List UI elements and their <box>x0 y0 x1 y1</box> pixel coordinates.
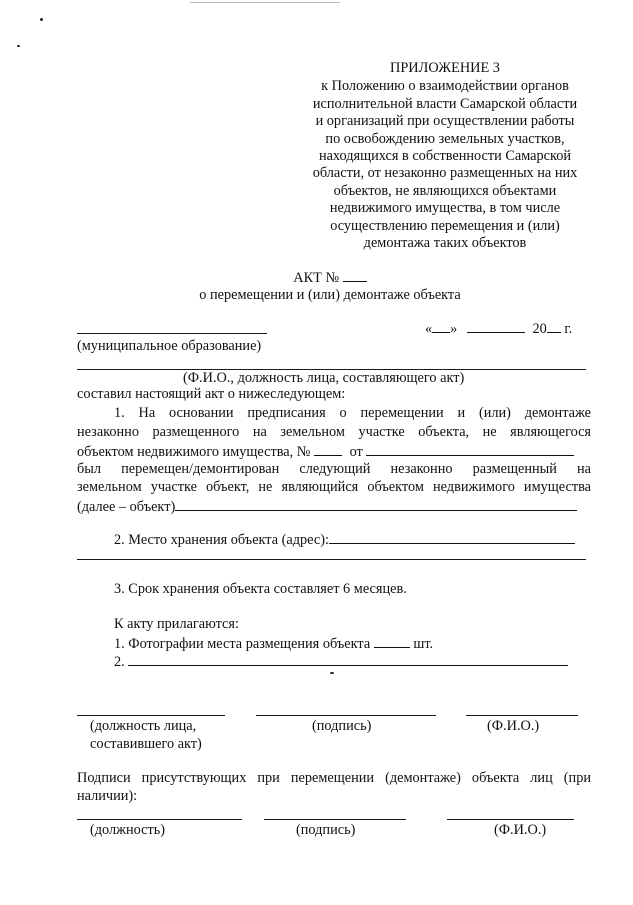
appendix-line: и организаций при осуществлении работы <box>315 113 575 130</box>
item2-label: 2. Место хранения объекта (адрес): <box>114 532 329 548</box>
witness-signature-field[interactable] <box>264 819 406 820</box>
scan-dot <box>40 18 43 21</box>
item1-object-label: (далее – объект) <box>77 499 176 515</box>
item1-line1: 1. На основании предписания о перемещении и (или) демонтаже <box>114 405 591 421</box>
witness-position-field[interactable] <box>77 819 242 820</box>
appendix-block <box>300 60 590 252</box>
act-title-text: АКТ № <box>293 270 340 286</box>
position-sign-field[interactable] <box>77 715 225 716</box>
act-title <box>80 268 580 287</box>
item1-from-label: от <box>349 444 363 460</box>
scan-dot <box>330 672 334 674</box>
witness-signature-caption: (подпись) <box>296 822 356 838</box>
year-prefix: 20 <box>532 321 547 337</box>
witness-fio-caption: (Ф.И.О.) <box>494 822 547 838</box>
date-day-field[interactable] <box>432 319 450 333</box>
attachment-item1 <box>114 634 433 653</box>
year-suffix: г. <box>564 321 573 337</box>
attachment-pcs-label: шт. <box>413 636 434 652</box>
witness-position-caption: (должность) <box>90 822 166 838</box>
order-number-field[interactable] <box>314 442 342 456</box>
date-quote-open: « <box>425 321 433 337</box>
appendix-line: исполнительной власти Самарской области <box>312 95 578 112</box>
appendix-line: к Положению о взаимодействии органов <box>321 78 569 95</box>
item1-line3 <box>77 442 574 461</box>
witnesses-line1: Подписи присутствующих при перемещении (демонтаже) объекта лиц (при <box>77 770 591 786</box>
appendix-line: недвижимого имущества, в том числе <box>329 200 561 217</box>
attachment-item2-label: 2. <box>114 654 125 670</box>
position-caption-2: составившего акт) <box>90 736 202 752</box>
appendix-line: демонтажа таких объектов <box>363 235 527 252</box>
attachment-item2 <box>114 652 568 671</box>
date-month-field[interactable] <box>467 319 525 333</box>
fio-caption: (Ф.И.О.) <box>487 718 540 734</box>
compiler-caption: (Ф.И.О., должность лица, составляющего акт) <box>183 370 465 386</box>
appendix-line: находящихся в собственности Самарской <box>318 148 572 165</box>
item1-line2: незаконно размещенного на земельном участке объекта, не являющегося <box>77 424 591 440</box>
municipality-field[interactable] <box>77 333 267 334</box>
attachment-item2-field[interactable] <box>128 652 568 666</box>
date-line <box>425 319 572 338</box>
item1-line6 <box>77 497 577 516</box>
item3-text: 3. Срок хранения объекта составляет 6 месяцев. <box>114 581 407 597</box>
witnesses-line2: наличии): <box>77 788 138 804</box>
signature-caption: (подпись) <box>312 718 372 734</box>
scan-dot <box>17 45 20 47</box>
compiled-text: составил настоящий акт о нижеследующем: <box>77 386 346 402</box>
appendix-title: ПРИЛОЖЕНИЕ 3 <box>390 60 500 76</box>
signature-field[interactable] <box>256 715 436 716</box>
attachment-photos-label: 1. Фотографии места размещения объекта <box>114 636 371 652</box>
act-subtitle: о перемещении и (или) демонтаже объекта <box>199 287 461 303</box>
storage-address-field[interactable] <box>329 530 575 544</box>
date-quote-close: » <box>450 321 458 337</box>
storage-address-field-2[interactable] <box>77 559 586 560</box>
item2-line <box>114 530 575 549</box>
appendix-line: объектов, не являющихся объектами <box>333 182 557 199</box>
appendix-line: по освобождению земельных участков, <box>325 130 565 147</box>
scan-edge-line <box>190 2 340 3</box>
photos-count-field[interactable] <box>374 634 410 648</box>
position-caption-1: (должность лица, <box>90 718 197 734</box>
act-number-field[interactable] <box>343 268 367 282</box>
attachments-heading: К акту прилагаются: <box>114 616 239 632</box>
fio-field[interactable] <box>466 715 578 716</box>
item1-line5: земельном участке объект, не являющийся объектом недвижимого имущества <box>77 479 591 495</box>
appendix-line: области, от незаконно размещенных на них <box>312 165 578 182</box>
date-year-field[interactable] <box>547 319 561 333</box>
object-description-field[interactable] <box>175 497 577 511</box>
item1-number-label: объектом недвижимого имущества, № <box>77 444 311 460</box>
municipality-caption: (муниципальное образование) <box>77 338 262 354</box>
witness-fio-field[interactable] <box>447 819 574 820</box>
order-date-field[interactable] <box>366 442 574 456</box>
item1-line4: был перемещен/демонтирован следующий незаконно размещенный на <box>77 461 591 477</box>
appendix-line: осуществлению перемещения и (или) <box>330 217 560 234</box>
